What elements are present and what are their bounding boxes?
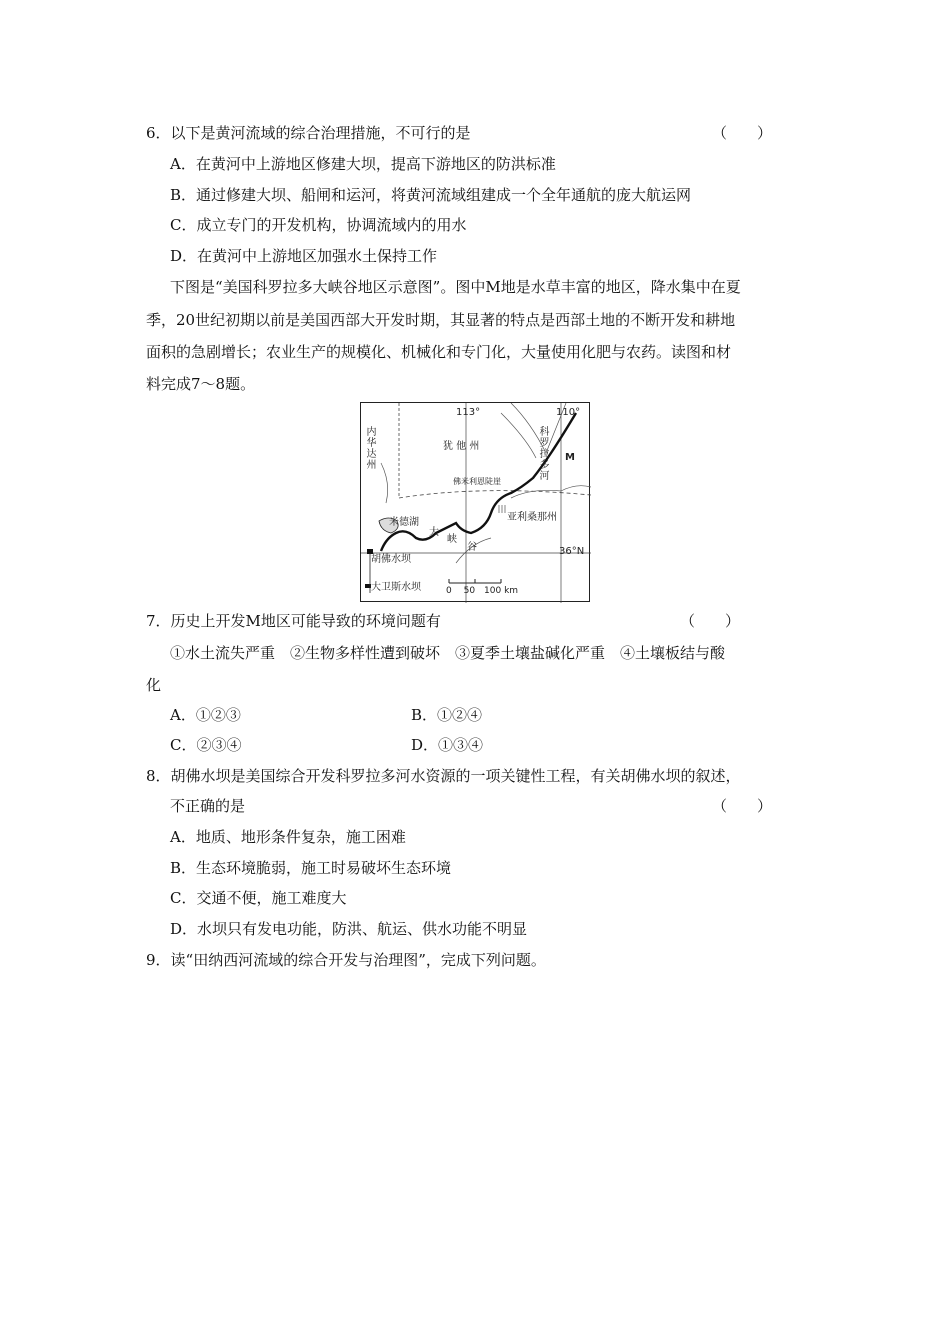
q9-stem: 9．读“田纳西河流域的综合开发与治理图”，完成下列问题。 bbox=[146, 951, 546, 969]
q6-answer-bracket: （ ） bbox=[712, 124, 773, 142]
lake-mead-label: 米德湖 bbox=[389, 517, 419, 528]
map-drawing bbox=[361, 403, 591, 603]
q8-option-c: C．交通不便，施工难度大 bbox=[170, 889, 347, 907]
hoover-dam-label: 胡佛水坝 bbox=[371, 554, 411, 565]
q8-stem-line-1: 8．胡佛水坝是美国综合开发科罗拉多河水资源的一项关键性工程，有关胡佛水坝的叙述， bbox=[146, 767, 741, 785]
davis-dam-label: 大卫斯水坝 bbox=[371, 582, 421, 593]
lon-110-label: 110° bbox=[556, 407, 581, 418]
q6-option-c: C．成立专门的开发机构，协调流域内的用水 bbox=[170, 216, 467, 234]
intro-line-2: 季，20世纪初期以前是美国西部大开发时期，其显著的特点是西部土地的不断开发和耕地 bbox=[146, 311, 736, 329]
arizona-label: 亚利桑那州 bbox=[507, 512, 557, 523]
intro-line-1: 下图是“美国科罗拉多大峡谷地区示意图”。图中M地是水草丰富的地区，降水集中在夏 bbox=[170, 278, 741, 296]
utah-arizona-border bbox=[399, 491, 591, 498]
colorado-river-label: 科罗拉多河 bbox=[539, 427, 550, 482]
lon-113-label: 113° bbox=[456, 407, 481, 418]
lat-36n-label: 36°N bbox=[559, 546, 585, 557]
q7-option-a: A．①②③ bbox=[170, 706, 241, 724]
vermilion-cliffs-label: 佛米利恩陡崖 bbox=[453, 477, 501, 486]
tributary-virgin bbox=[381, 463, 388, 503]
canyon-label-3: 谷 bbox=[467, 542, 477, 553]
q8-option-b: B．生态环境脆弱，施工时易破坏生态环境 bbox=[170, 859, 452, 877]
q7-option-b: B．①②④ bbox=[411, 706, 483, 724]
m-region-label: M bbox=[565, 452, 575, 463]
canyon-label-2: 峡 bbox=[447, 534, 457, 545]
q7-items-line-1: ①水土流失严重 ②生物多样性遭到破坏 ③夏季土壤盐碱化严重 ④土壤板结与酸 bbox=[170, 644, 726, 662]
q8-option-d: D．水坝只有发电功能，防洪、航运、供水功能不明显 bbox=[170, 920, 528, 938]
q7-option-d: D．①③④ bbox=[411, 736, 484, 754]
q7-items-line-2: 化 bbox=[146, 676, 162, 694]
tributary-little-colorado bbox=[511, 486, 591, 498]
canyon-label-1: 大 bbox=[429, 527, 439, 538]
nevada-label: 内华达州 bbox=[366, 427, 377, 471]
tributary-green bbox=[501, 413, 536, 458]
q6-option-a: A．在黄河中上游地区修建大坝，提高下游地区的防洪标准 bbox=[170, 155, 556, 173]
intro-line-4: 料完成7～8题。 bbox=[146, 375, 256, 393]
q6-option-d: D．在黄河中上游地区加强水土保持工作 bbox=[170, 247, 438, 265]
q8-stem-line-2: 不正确的是 bbox=[170, 797, 246, 815]
q8-answer-bracket: （ ） bbox=[712, 797, 773, 815]
utah-label: 犹 他 州 bbox=[443, 441, 480, 452]
q6-stem: 6．以下是黄河流域的综合治理措施，不可行的是 bbox=[146, 124, 471, 142]
scale-label: 0 50 100 km bbox=[446, 586, 519, 596]
q6-option-b: B．通过修建大坝、船闸和运河，将黄河流域组建成一个全年通航的庞大航运网 bbox=[170, 186, 692, 204]
intro-line-3: 面积的急剧增长；农业生产的规模化、机械化和专门化，大量使用化肥与农药。读图和材 bbox=[146, 343, 732, 361]
q7-option-c: C．②③④ bbox=[170, 736, 242, 754]
grand-canyon-map bbox=[360, 402, 590, 602]
q8-option-a: A．地质、地形条件复杂，施工困难 bbox=[170, 828, 406, 846]
q7-answer-bracket: （ ） bbox=[680, 612, 741, 630]
q7-stem: 7．历史上开发M地区可能导致的环境问题有 bbox=[146, 612, 441, 630]
canyon-hatch bbox=[499, 505, 505, 513]
